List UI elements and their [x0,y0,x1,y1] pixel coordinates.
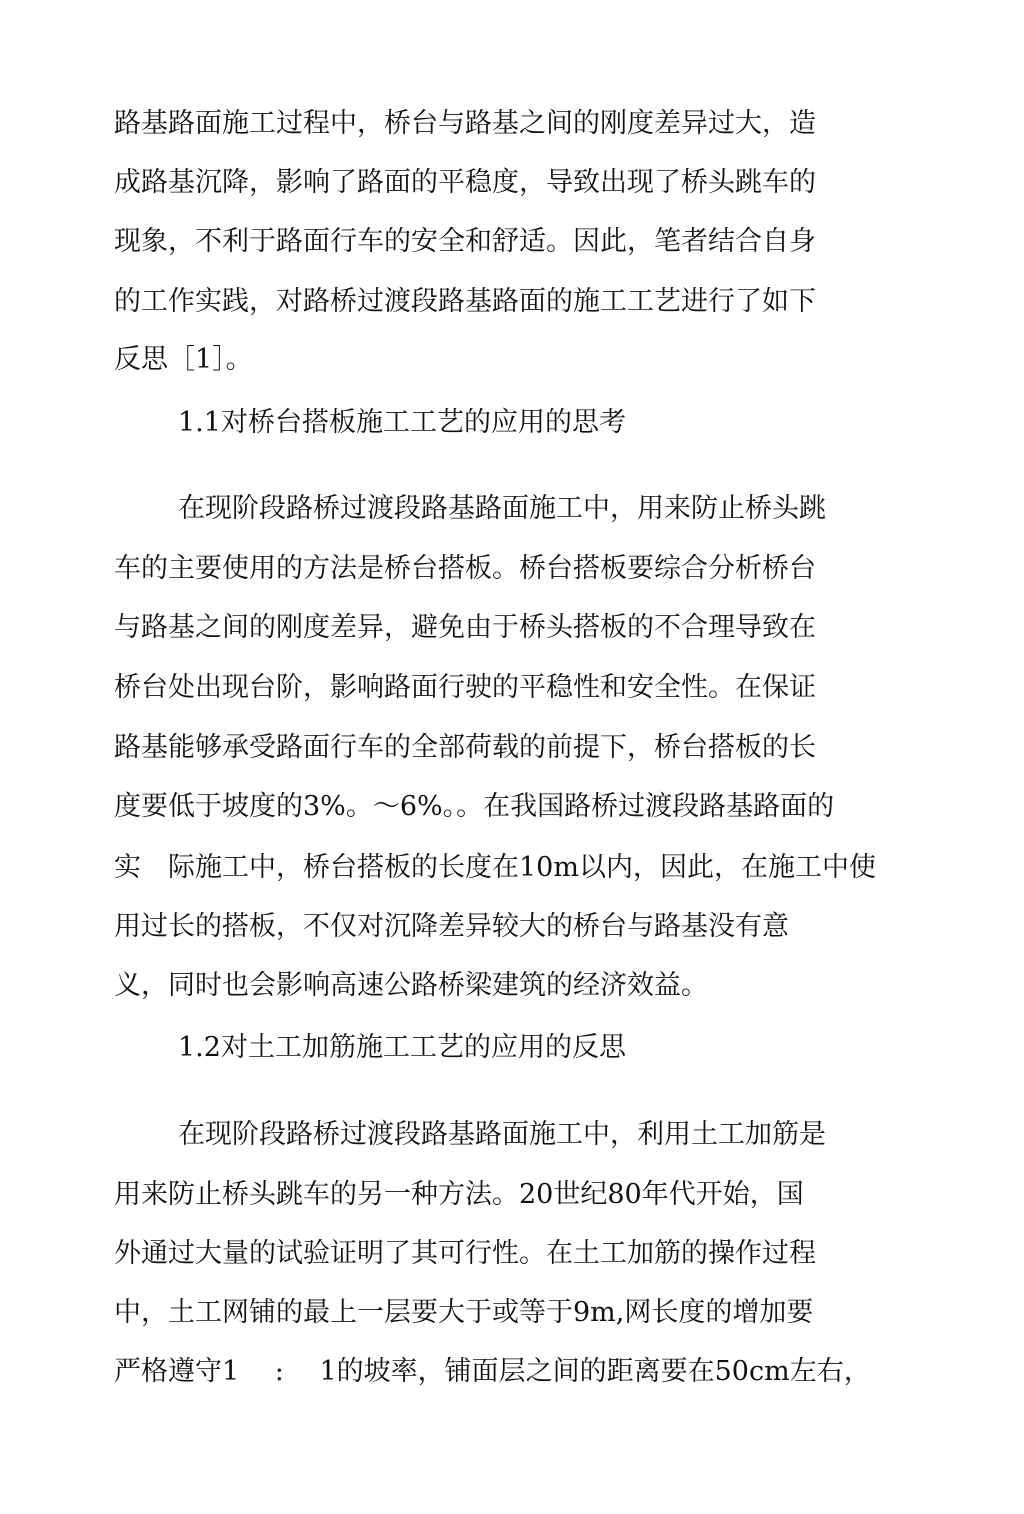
body-text-line: 反思［1］。 [114,344,253,375]
body-text-line: 在现阶段路桥过渡段路基路面施工中，用来防止桥头跳 [178,493,826,524]
section-heading: 1.2对土工加筋施工工艺的应用的反思 [178,1032,626,1063]
body-text-line: 实 际施工中，桥台搭板的长度在10m以内，因此，在施工中使 [114,852,876,883]
body-text-line: 用过长的搭板，不仅对沉降差异较大的桥台与路基没有意 [114,911,789,942]
body-text-line: 现象，不利于路面行车的安全和舒适。因此，笔者结合自身 [114,226,816,257]
body-text-line: 在现阶段路桥过渡段路基路面施工中，利用土工加筋是 [178,1119,826,1150]
body-text-line: 义，同时也会影响高速公路桥梁建筑的经济效益。 [114,970,708,1001]
body-text-line: 成路基沉降，影响了路面的平稳度，导致出现了桥头跳车的 [114,167,816,198]
body-text-line: 度要低于坡度的3%。～6%。。在我国路桥过渡段路基路面的 [114,791,835,822]
body-text-line: 用来防止桥头跳车的另一种方法。20世纪80年代开始，国 [114,1179,804,1210]
body-text-line: 车的主要使用的方法是桥台搭板。桥台搭板要综合分析桥台 [114,553,816,584]
body-text-line: 严格遵守1 : 1的坡率，铺面层之间的距离要在50cm左右， [114,1356,871,1387]
body-text-line: 与路基之间的刚度差异，避免由于桥头搭板的不合理导致在 [114,612,816,643]
body-text-line: 中，土工网铺的最上一层要大于或等于9m,网长度的增加要 [114,1297,814,1328]
body-text-line: 路基路面施工过程中，桥台与路基之间的刚度差异过大，造 [114,108,816,139]
body-text-line: 外通过大量的试验证明了其可行性。在土工加筋的操作过程 [114,1238,816,1269]
body-text-line: 路基能够承受路面行车的全部荷载的前提下，桥台搭板的长 [114,732,816,763]
body-text-line: 桥台处出现台阶，影响路面行驶的平稳性和安全性。在保证 [114,672,816,703]
body-text-line: 的工作实践，对路桥过渡段路基路面的施工工艺进行了如下 [114,286,816,317]
section-heading: 1.1对桥台搭板施工工艺的应用的思考 [178,407,626,438]
